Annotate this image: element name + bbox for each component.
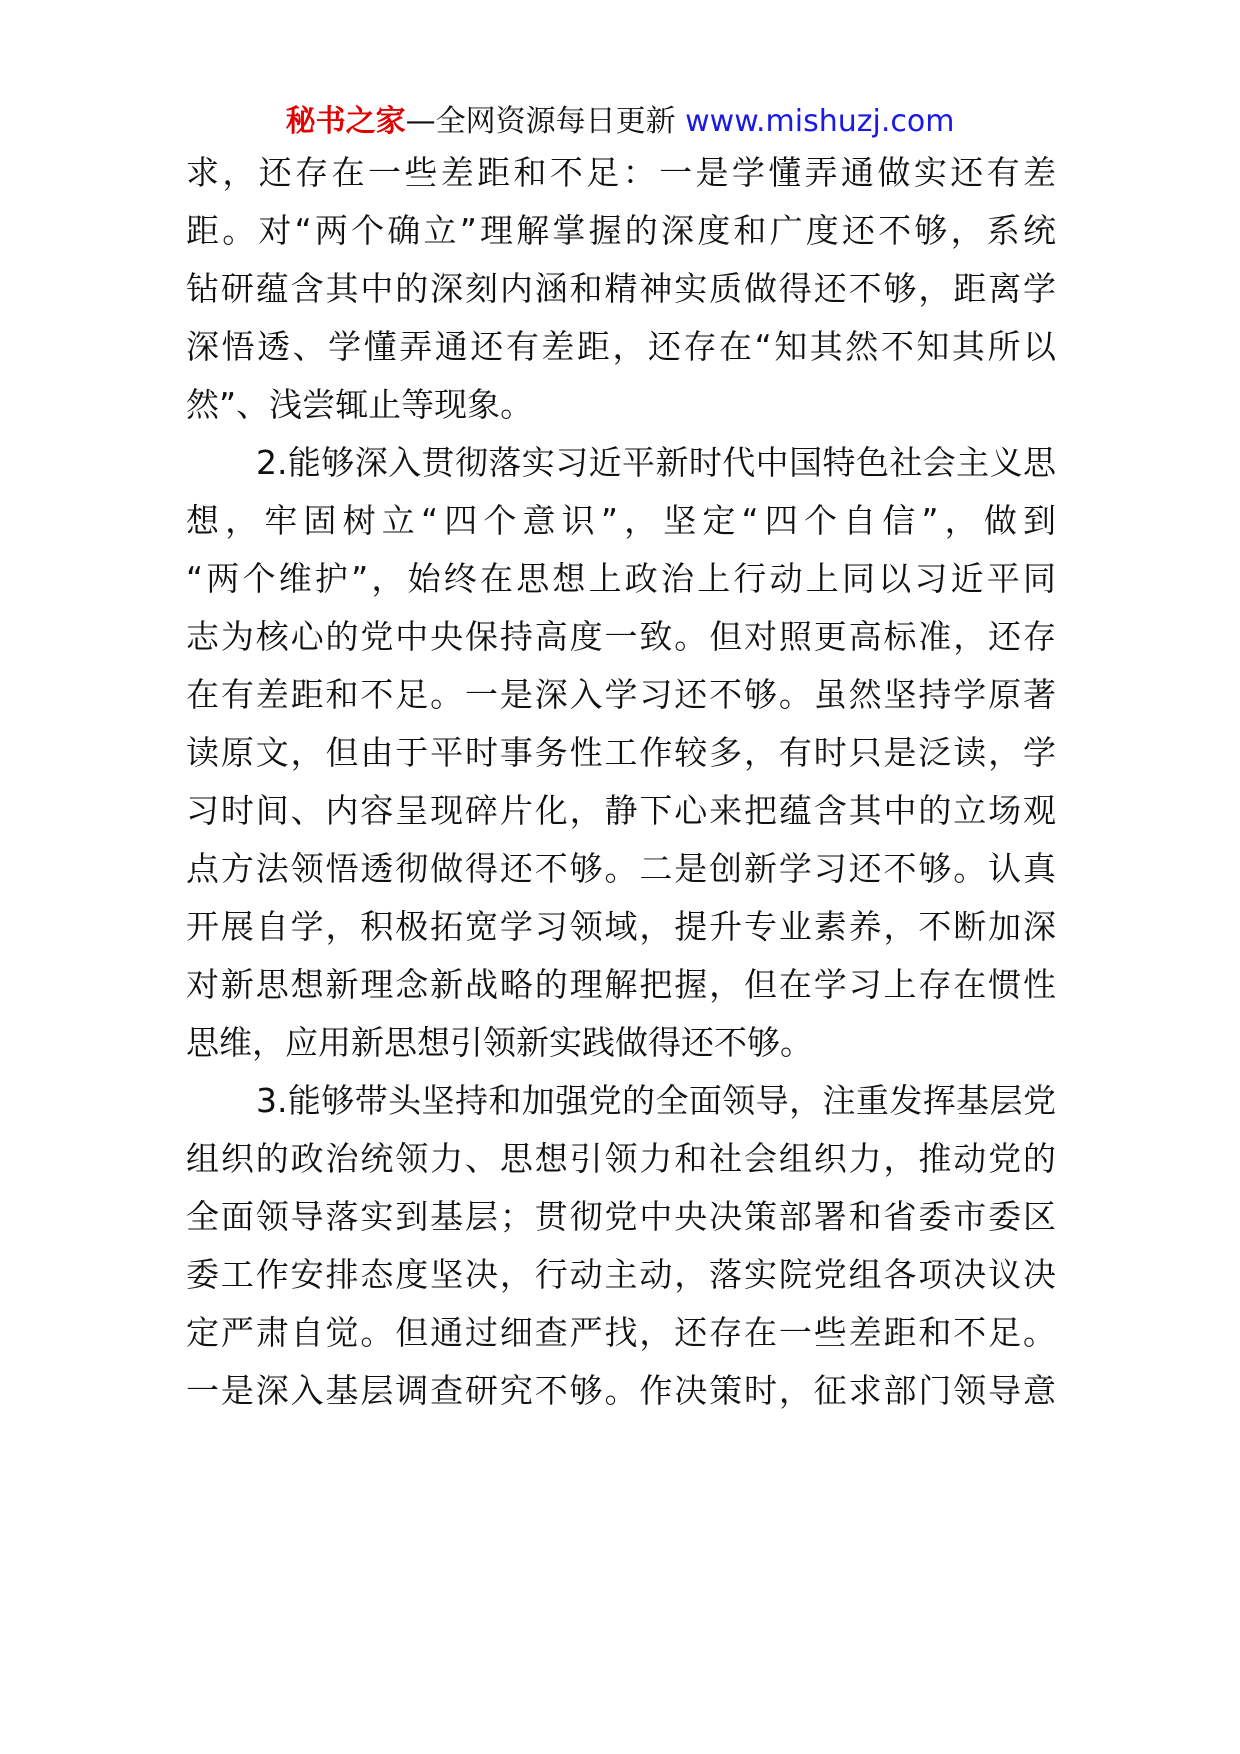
- body-text-line: 求，还存在一些差距和不足：一是学懂弄通做实还有差: [186, 153, 1056, 192]
- body-text-line: 点方法领悟透彻做得还不够。二是创新学习还不够。认真: [186, 849, 1056, 888]
- body-text-line: 定严肃自觉。但通过细查严找，还存在一些差距和不足。: [186, 1313, 1056, 1352]
- body-text-line: 思维，应用新思想引领新实践做得还不够。: [186, 1023, 813, 1062]
- body-text-line: 开展自学，积极拓宽学习领域，提升专业素养，不断加深: [186, 907, 1056, 946]
- body-text-line: 委工作安排态度坚决，行动主动，落实院党组各项决议决: [186, 1255, 1056, 1294]
- body-text-line: 在有差距和不足。一是深入学习还不够。虽然坚持学原著: [186, 675, 1056, 714]
- paragraph-2-first-line: 2.能够深入贯彻落实习近平新时代中国特色社会主义思: [256, 443, 1056, 482]
- body-text-line: 一是深入基层调查研究不够。作决策时，征求部门领导意: [186, 1371, 1056, 1410]
- body-text-line: 组织的政治统领力、思想引领力和社会组织力，推动党的: [186, 1139, 1056, 1178]
- body-text-line: 想，牢固树立“四个意识”，坚定“四个自信”，做到: [186, 501, 1056, 540]
- header-tagline: —全网资源每日更新: [405, 104, 676, 139]
- page-header: [0, 100, 1240, 144]
- body-text-line: 读原文，但由于平时事务性工作较多，有时只是泛读，学: [186, 733, 1056, 772]
- body-text-line: 距。对“两个确立”理解掌握的深度和广度还不够，系统: [186, 211, 1056, 250]
- paragraph-3-first-line: 3.能够带头坚持和加强党的全面领导，注重发挥基层党: [256, 1081, 1056, 1120]
- body-text-line: “两个维护”，始终在思想上政治上行动上同以习近平同: [186, 559, 1056, 598]
- brand-name: 秘书之家: [285, 104, 406, 139]
- body-text-line: 志为核心的党中央保持高度一致。但对照更高标准，还存: [186, 617, 1056, 656]
- body-text-line: 对新思想新理念新战略的理解把握，但在学习上存在惯性: [186, 965, 1056, 1004]
- body-text-line: 深悟透、学懂弄通还有差距，还存在“知其然不知其所以: [186, 327, 1056, 366]
- body-text-line: 然”、浅尝辄止等现象。: [186, 385, 534, 424]
- body-text-line: 习时间、内容呈现碎片化，静下心来把蕴含其中的立场观: [186, 791, 1056, 830]
- body-text-line: 钻研蕴含其中的深刻内涵和精神实质做得还不够，距离学: [186, 269, 1056, 308]
- site-url[interactable]: www.mishuzj.com: [685, 104, 955, 139]
- body-text-line: 全面领导落实到基层；贯彻党中央决策部署和省委市委区: [186, 1197, 1056, 1236]
